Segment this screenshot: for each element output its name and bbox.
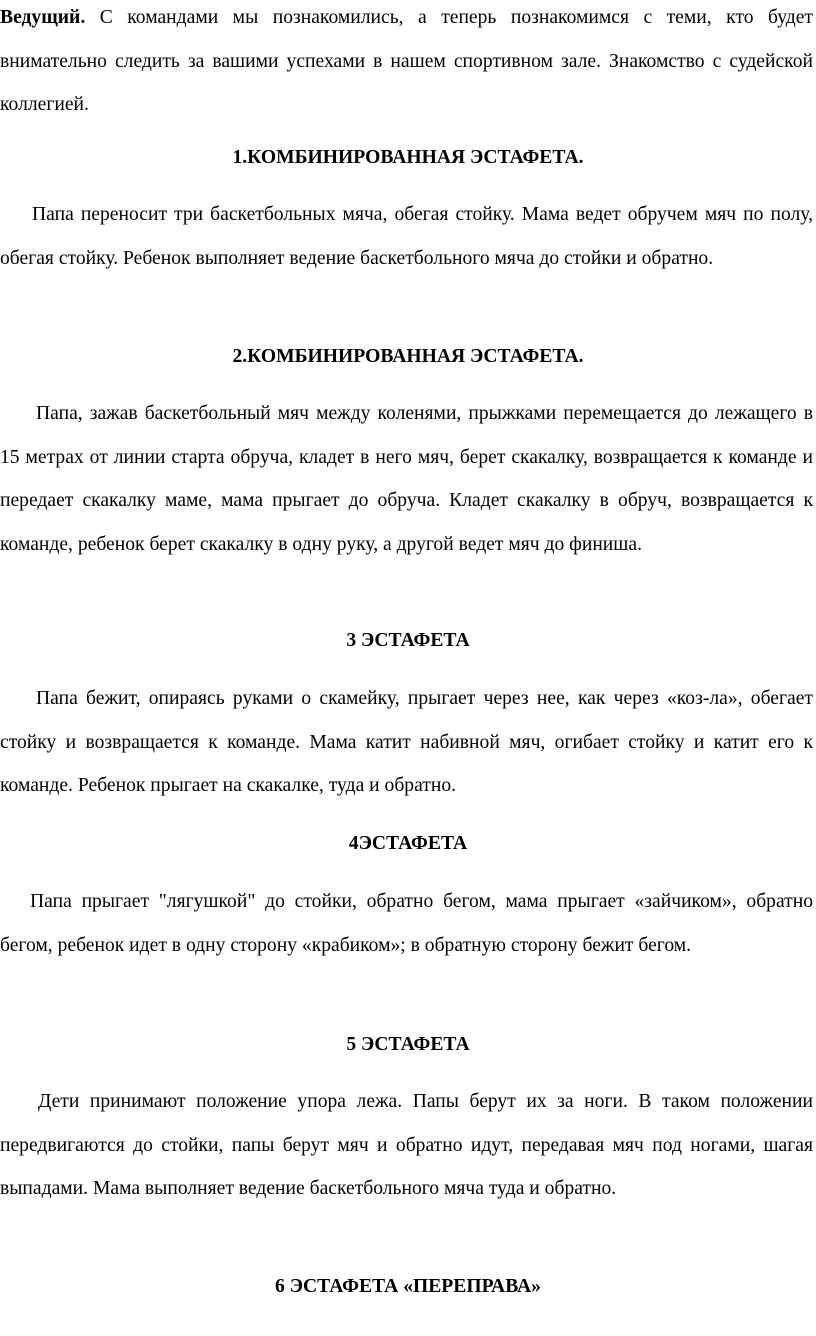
relay4-text: Папа прыгает "лягушкой" до стойки, обратно бегом, мама прыгает «зайчиком», обратно бегом, ребенок идет в одну сторону «крабиком»; в обратную сторону бежит бегом. [0, 891, 813, 956]
relay2-title: 2.КОМБИНИРОВАННАЯ ЭСТАФЕТА. [232, 346, 584, 367]
relay5-text: Дети принимают положение упора лежа. Папы берут их за ноги. В таком положении передвигаются до стойки, папы берут мяч и обратно идут, передавая мяч под ногами, шагая выпадами. Мама выполняет ведение баскетбольного мяча туда и обратно. [0, 1091, 813, 1199]
relay3-text: Папа бежит, опираясь руками о скамейку, прыгает через нее, как через «коз-ла», обегает стойку и возвращается к команде. Мама катит набивной мяч, огибает стойку и катит его к команде. Ребенок прыгает на скакалке, туда и обратно. [0, 688, 813, 796]
intro-paragraph [0, 0, 813, 127]
relay1-text: Папа переносит три баскетбольных мяча, обегая стойку. Мама ведет обручем мяч по полу, обегая стойку. Ребенок выполняет ведение баскетбольного мяча до стойки и обратно. [0, 204, 813, 269]
speaker-label: Ведущий. [0, 7, 86, 28]
relay3-title: 3 ЭСТАФЕТА [346, 630, 470, 651]
relay5-title: 5 ЭСТАФЕТА [346, 1034, 470, 1055]
relay6-title: 6 ЭСТАФЕТА «ПЕРЕПРАВА» [275, 1276, 541, 1297]
relay1-title: 1.КОМБИНИРОВАННАЯ ЭСТАФЕТА. [232, 147, 584, 168]
relay2-text: Папа, зажав баскетбольный мяч между коленями, прыжками перемещается до лежащего в 15 метрах от линии старта обруча, кладет в него мяч, берет скакалку, возвращается к команде и передает скакалку маме, мама прыгает до обруча. Кладет скакалку в обруч, возвращается к команде, ребенок берет скакалку в одну руку, а другой ведет мяч до финиша. [0, 403, 813, 555]
relay4-title: 4ЭСТАФЕТА [348, 833, 468, 854]
intro-text: С командами мы познакомились, а теперь познакомимся с теми, кто будет внимательно следить за вашими успехами в нашем спортивном зале. Знакомство с судейской коллегией. [0, 7, 813, 115]
